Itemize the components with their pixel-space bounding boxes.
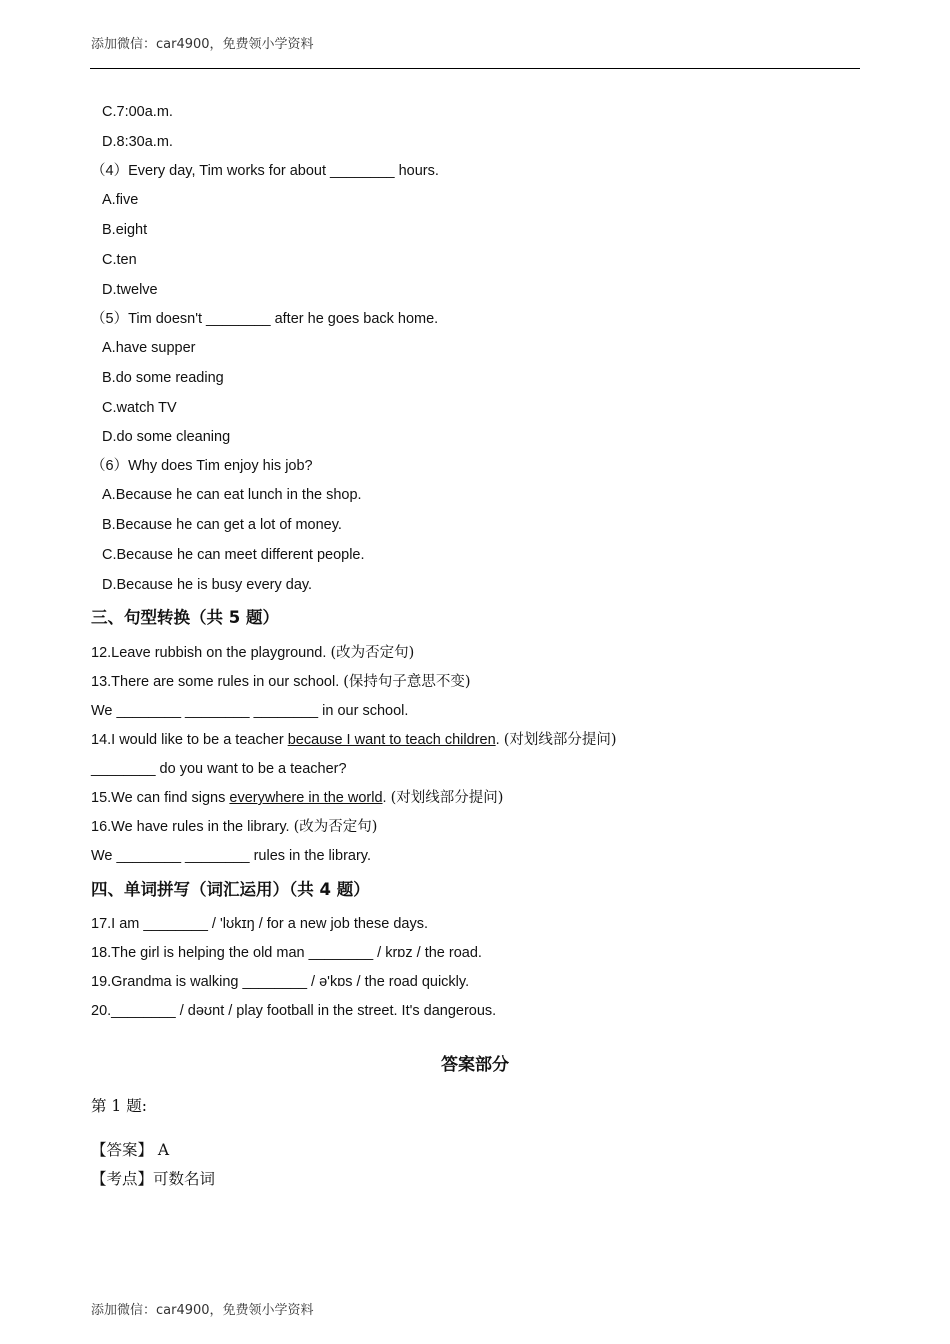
answer-line: 【答案】 A (91, 1141, 170, 1159)
question-6-option-a: A.Because he can eat lunch in the shop. (102, 487, 362, 503)
option-c-time: C.7:00a.m. (102, 104, 173, 120)
question-18: 18.The girl is helping the old man ________ / krɒz / the road. (91, 945, 482, 961)
question-17: 17.I am ________ / 'lʊkɪŋ / for a new job these days. (91, 916, 428, 932)
question-4: （4）Every day, Tim works for about ________ hours. (91, 163, 439, 179)
question-14-post: . (495, 732, 504, 748)
question-4-option-b: B.eight (102, 222, 148, 238)
question-14-pre: 14.I would like to be a teacher (91, 732, 288, 748)
question-12 (91, 644, 414, 662)
question-16-note: (改为否定句) (293, 819, 378, 835)
answer-section-title: 答案部分 (441, 1055, 509, 1075)
question-15 (91, 789, 503, 807)
answer-question-1-label: 第 1 题: (91, 1097, 147, 1115)
page-header: 添加微信：car4900，免费领小学资料 (91, 37, 314, 52)
question-5-option-c: C.watch TV (102, 400, 177, 416)
question-15-post: . (382, 790, 391, 806)
question-16 (91, 818, 377, 836)
section-3-title: 三、句型转换（共 5 题） (91, 608, 279, 627)
question-13-note: (保持句子意思不变) (343, 674, 471, 690)
section-4-title: 四、单词拼写（词汇运用）（共 4 题） (91, 880, 370, 899)
option-d-time: D.8:30a.m. (102, 134, 173, 150)
question-14 (91, 731, 617, 749)
question-5: （5）Tim doesn't ________ after he goes back home. (91, 311, 439, 327)
question-16-text: 16.We have rules in the library. (91, 819, 294, 835)
question-16-fill: We ________ ________ rules in the library. (91, 848, 371, 864)
question-13-text: 13.There are some rules in our school. (91, 674, 344, 690)
question-5-option-d: D.do some cleaning (102, 429, 231, 445)
question-6-option-b: B.Because he can get a lot of money. (102, 517, 342, 533)
question-15-note: (对划线部分提问) (390, 790, 504, 806)
page-footer: 添加微信：car4900，免费领小学资料 (91, 1303, 314, 1318)
question-15-pre: 15.We can find signs (91, 790, 230, 806)
question-6-option-c: C.Because he can meet different people. (102, 547, 365, 563)
question-12-text: 12.Leave rubbish on the playground. (91, 645, 331, 661)
question-12-note: (改为否定句) (330, 645, 415, 661)
question-13-fill: We ________ ________ ________ in our school. (91, 703, 409, 719)
question-4-option-d: D.twelve (102, 282, 158, 298)
question-5-option-a: A.have supper (102, 340, 196, 356)
question-6: （6）Why does Tim enjoy his job? (91, 458, 313, 474)
key-point-line: 【考点】可数名词 (91, 1170, 216, 1188)
question-14-fill: ________ do you want to be a teacher? (91, 761, 347, 777)
question-6-option-d: D.Because he is busy every day. (102, 577, 313, 593)
question-15-underlined: everywhere in the world (229, 790, 383, 806)
question-4-option-c: C.ten (102, 252, 137, 268)
question-13 (91, 673, 471, 691)
header-divider (90, 68, 860, 69)
question-4-option-a: A.five (102, 192, 139, 208)
question-20: 20.________ / dəʊnt / play football in the street. It's dangerous. (91, 1003, 497, 1019)
question-19: 19.Grandma is walking ________ / ə'kɒs / the road quickly. (91, 974, 470, 990)
question-14-underlined: because I want to teach children (287, 732, 496, 748)
question-14-note: (对划线部分提问) (503, 732, 617, 748)
question-5-option-b: B.do some reading (102, 370, 224, 386)
